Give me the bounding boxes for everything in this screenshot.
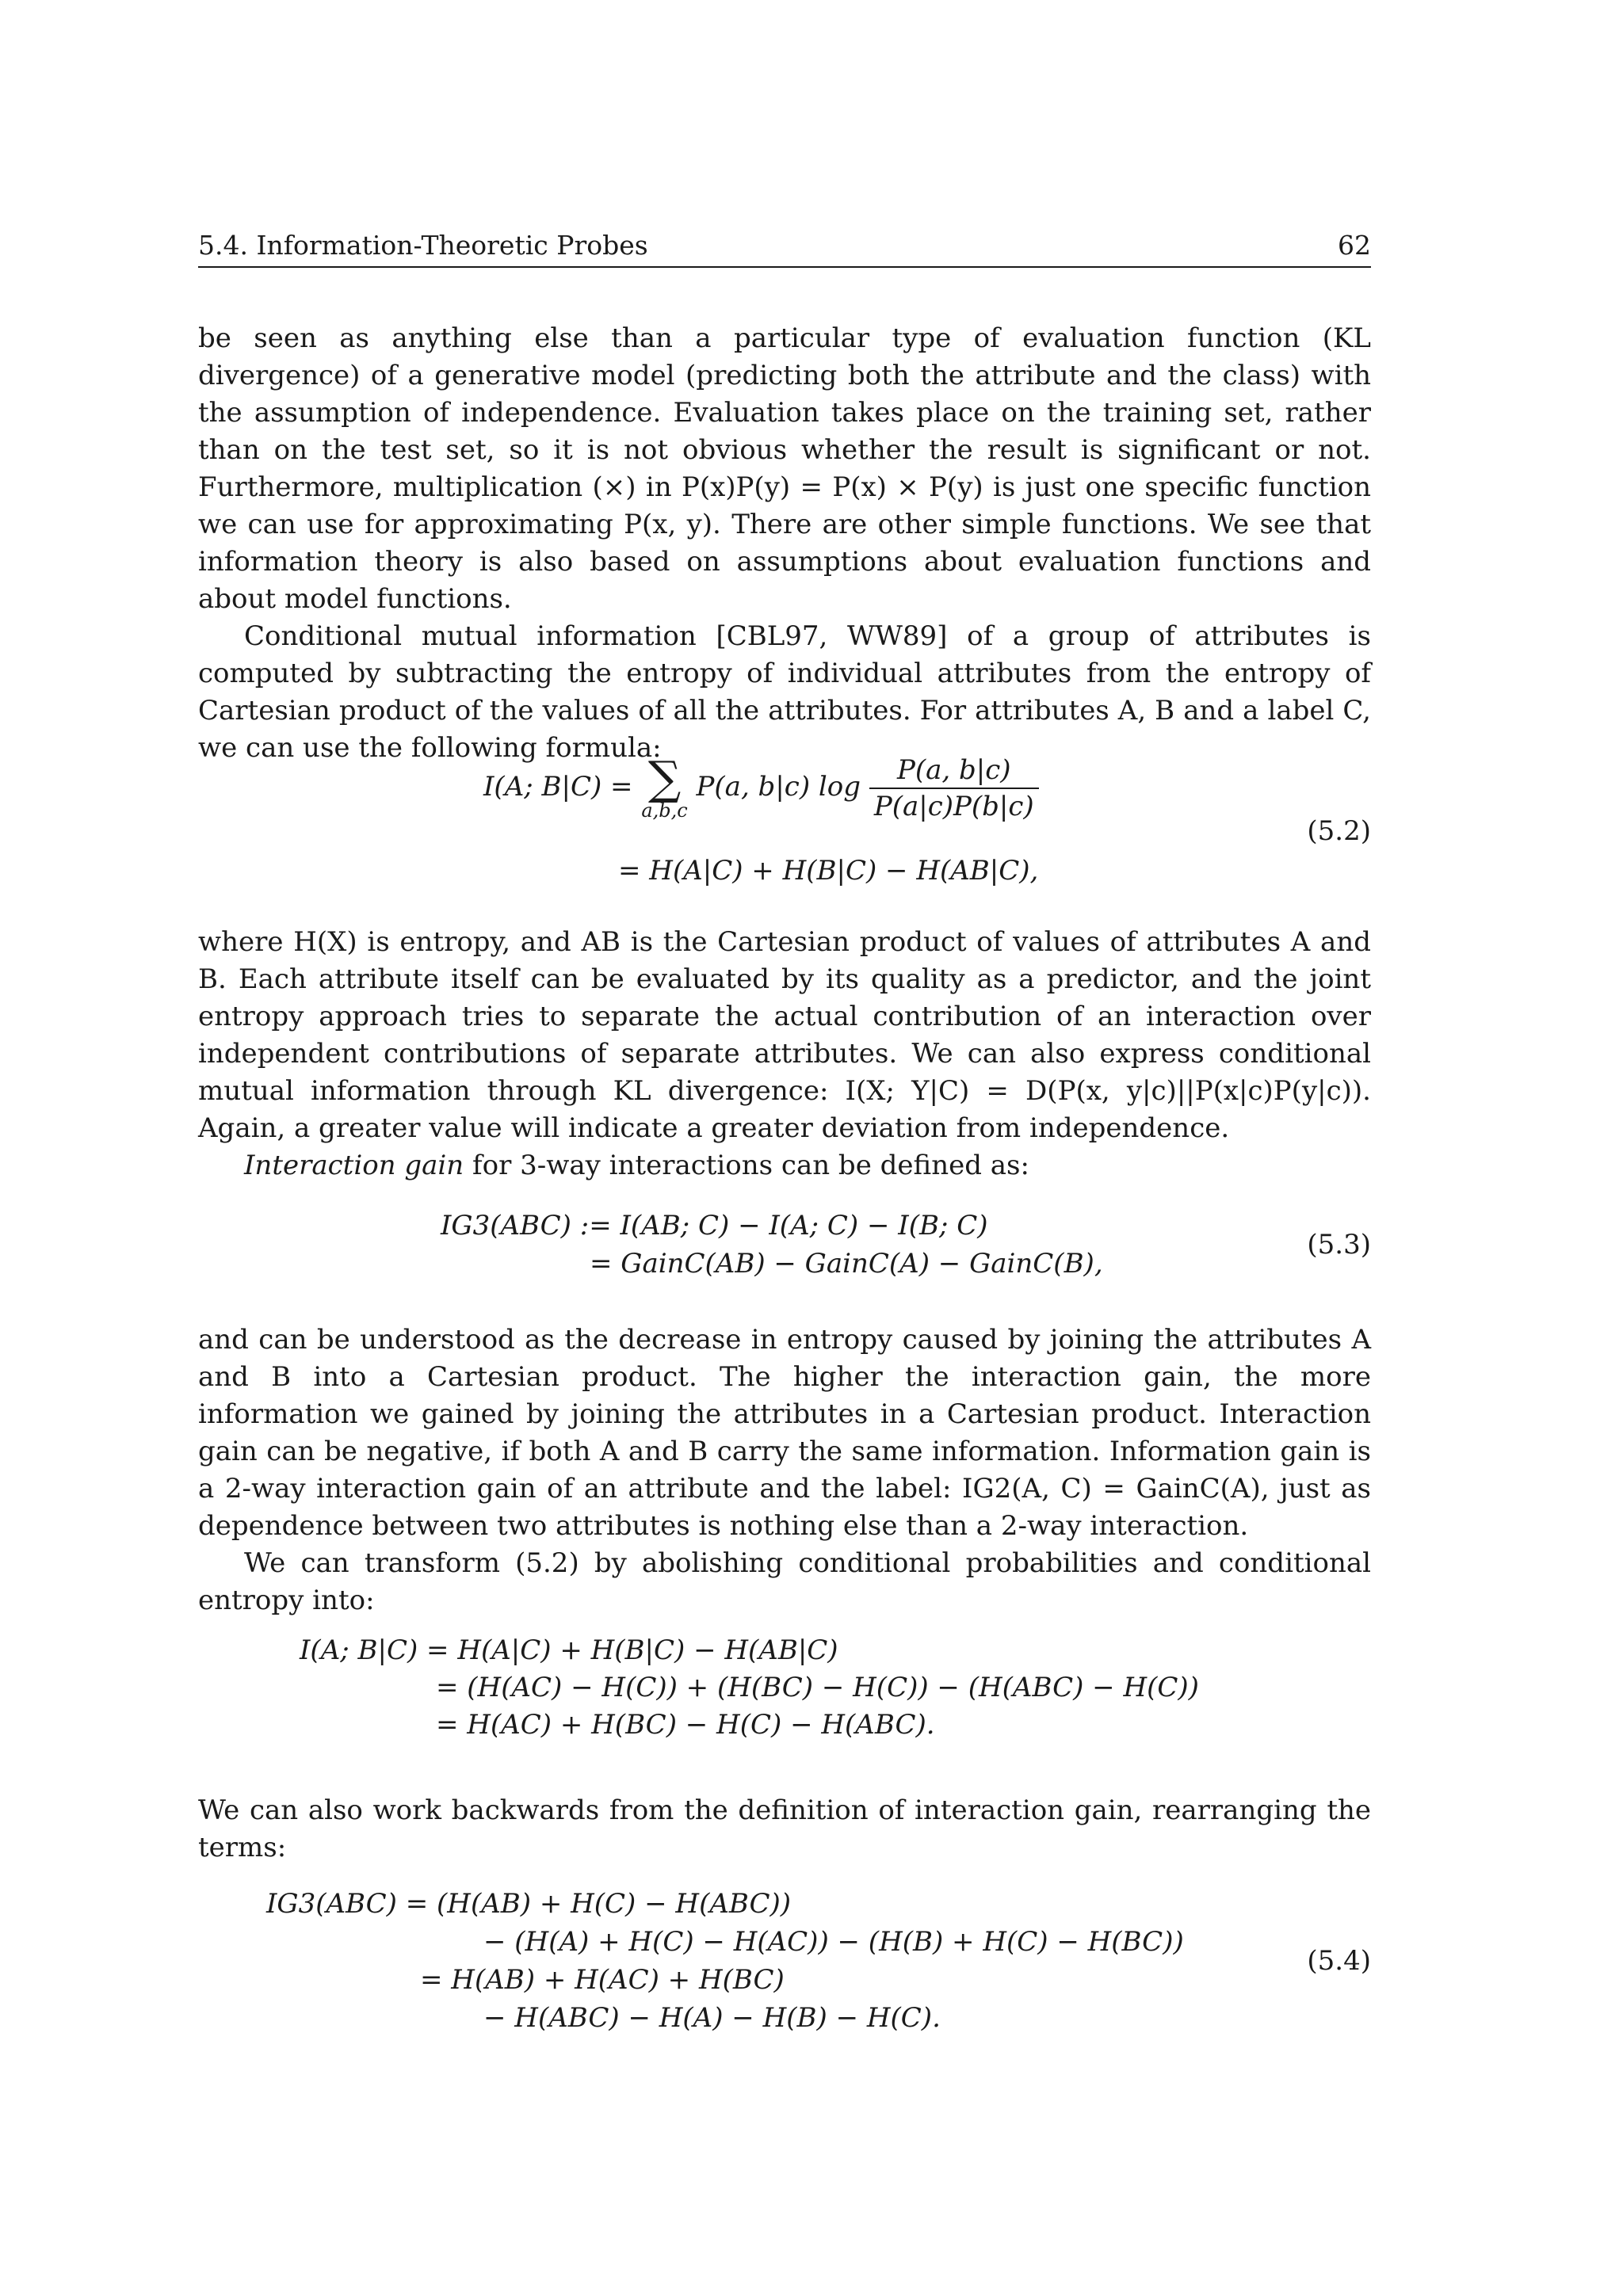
equation-5-3 [198,1207,1371,1287]
eq54-line-4: − H(ABC) − H(A) − H(B) − H(C). [483,2002,941,2034]
eq53-number: (5.3) [1307,1229,1371,1261]
header-rule [198,266,1371,268]
eqt-line-1: I(A; B|C) = H(A|C) + H(B|C) − H(AB|C) [300,1634,838,1666]
equation-5-4 [198,1886,1371,2044]
body-text-block-1 [198,320,1371,767]
body-text-block-2 [198,924,1371,1184]
eq52-sum-subscript: a,b,c [641,799,688,822]
eq52-term: P(a, b|c) log [696,771,861,803]
eq52-line-1 [483,753,1039,824]
eq52-numerator: P(a, b|c) [869,753,1039,789]
eq54-line-1: IG3(ABC) = (H(AB) + H(C) − H(ABC)) [266,1888,792,1920]
eq53-line-2: = GainC(AB) − GainC(A) − GainC(B), [590,1248,1103,1280]
paragraph-6: We can transform (5.2) by abolishing conditional probabilities and conditional entropy into: [198,1547,1371,1616]
paragraph-3: where H(X) is entropy, and AB is the Cartesian product of values of attributes A and B. Each attribute itself can be evaluated by its quality as a predictor, and the joint entropy approach tries to separate the actual contribution of an interaction over independent contributions of separate attributes. We can also express conditional mutual information through KL divergence: I(X; Y|C) = D(P(x, y|c)||P(x|c)P(y|c)). Again, a greater value will indicate a greater deviation from independence. [198,926,1371,1144]
eq54-line-2: − (H(A) + H(C) − H(AC)) − (H(B) + H(C) − H(BC)) [483,1926,1184,1958]
body-text-block-3 [198,1322,1371,1619]
eq53-line-1: IG3(ABC) := I(AB; C) − I(A; C) − I(B; C) [441,1210,988,1241]
section-title: 5.4. Information-Theoretic Probes [198,230,648,261]
eq52-line-2: = H(A|C) + H(B|C) − H(AB|C), [618,855,1039,887]
body-text-block-4 [198,1792,1371,1867]
paragraph-7: We can also work backwards from the definition of interaction gain, rearranging the terms: [198,1794,1371,1863]
paragraph-1: be seen as anything else than a particular type of evaluation function (KL divergence) of a generative model (predicting both the attribute and the class) with the assumption of independence. Evaluation takes place on the training set, rather than on the test set, so it is not obvious whether the result is significant or not. Furthermore, multiplication (×) in P(x)P(y) = P(x) × P(y) is just one specific function we can use for approximating P(x, y). There are other simple functions. We see that information theory is also based on assumptions about evaluation functions and about model functions. [198,322,1371,615]
summation-symbol: ∑ a,b,c [641,751,688,822]
interaction-gain-term: Interaction gain [244,1150,464,1181]
paragraph-4 [198,1147,1371,1184]
paragraph-5: and can be understood as the decrease in entropy caused by joining the attributes A and B into a Cartesian product. The higher the interaction gain, the more information we gained by joining the attributes in a Cartesian product. Interaction gain can be negative, if both A and B carry the same information. Information gain is a 2-way interaction gain of an attribute and the label: IG2(A, C) = GainC(A), just as dependence between two attributes is nothing else than a 2-way interaction. [198,1324,1371,1542]
paragraph-2: Conditional mutual information [CBL97, WW89] of a group of attributes is computed by subtracting the entropy of individual attributes from the entropy of Cartesian product of the values of all the attributes. For attributes A, B and a label C, we can use the following formula: [198,620,1371,764]
eq54-number: (5.4) [1307,1945,1371,1977]
running-header [198,230,1371,261]
eq54-line-3: = H(AB) + H(AC) + H(BC) [420,1964,785,1996]
eq52-fraction [869,753,1039,824]
equation-transform [198,1632,1371,1751]
page-number: 62 [1338,230,1371,261]
eqt-line-3: = H(AC) + H(BC) − H(C) − H(ABC). [436,1709,935,1741]
paragraph-4-rest: for 3-way interactions can be defined as: [464,1150,1029,1181]
eq52-number: (5.2) [1307,815,1371,847]
eq52-lhs: I(A; B|C) = [483,771,633,803]
eqt-line-2: = (H(AC) − H(C)) + (H(BC) − H(C)) − (H(ABC) − H(C)) [436,1672,1199,1703]
eq52-denominator: P(a|c)P(b|c) [873,791,1034,822]
equation-5-2 [198,753,1371,895]
